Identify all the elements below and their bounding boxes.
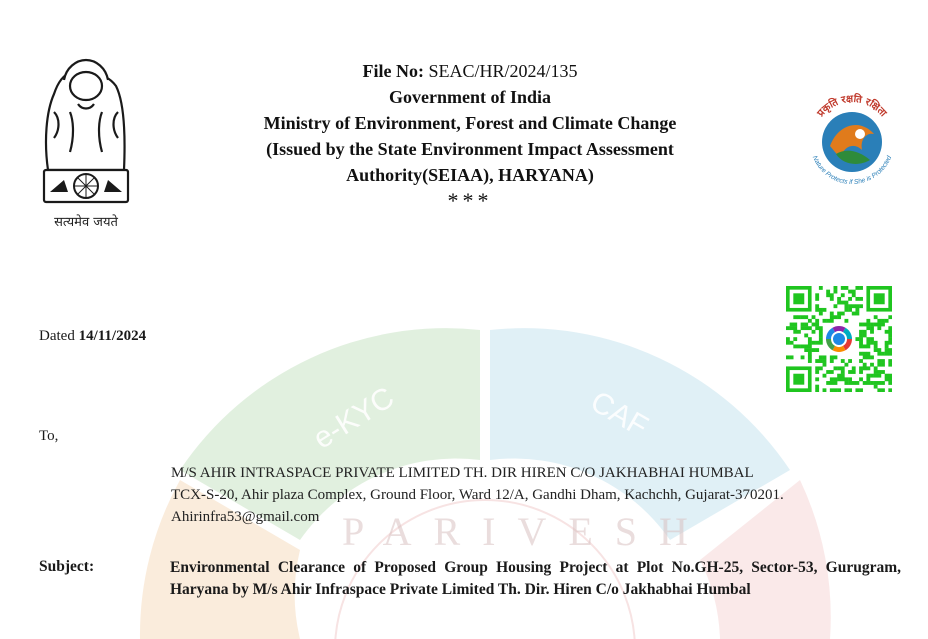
logo-bottom-text: Nature Protects if She is Protected (810, 154, 894, 187)
file-number-label: File No: (362, 61, 424, 81)
to-label: To, (39, 428, 59, 444)
watermark-label-caf: CAF (584, 384, 654, 444)
header-line-authority: Authority(SEIAA), HARYANA) (346, 165, 594, 185)
letter-date (39, 328, 146, 345)
watermark-arc-text: PARIVESH (342, 509, 710, 554)
address-line-street: TCX-S-20, Ahir plaza Complex, Ground Floor, Ward 12/A, Gandhi Dham, Kachchh, Gujarat-370201. (171, 487, 784, 503)
nature-logo-icon (800, 88, 904, 192)
subject-label: Subject: (39, 558, 95, 575)
file-number (200, 58, 740, 84)
national-emblem (30, 52, 142, 232)
qr-code (786, 286, 892, 392)
letter-header (200, 58, 740, 212)
date-label: Dated (39, 328, 75, 344)
address-line-company: M/S AHIR INTRASPACE PRIVATE LIMITED TH. DIR HIREN C/O JAKHABHAI HUMBAL (171, 465, 754, 481)
header-line-ministry: Ministry of Environment, Forest and Climate Change (263, 113, 677, 133)
logo-top-text: प्रकृति रक्षति रक्षिता (815, 93, 889, 120)
ministry-logo (800, 88, 904, 192)
header-line-issued-by: (Issued by the State Environment Impact Assessment (266, 139, 674, 159)
ashoka-lions-icon (30, 52, 142, 210)
file-number-value: SEAC/HR/2024/135 (428, 61, 578, 81)
recipient-address (171, 462, 784, 528)
header-line-government: Government of India (389, 87, 551, 107)
address-line-email: Ahirinfra53@gmail.com (171, 509, 320, 525)
emblem-motto: सत्यमेव जयते (54, 215, 118, 230)
header-stars: *** (447, 188, 493, 213)
qr-code-icon (786, 286, 892, 392)
watermark-label-ekyc: e-KYC (307, 380, 401, 456)
date-value: 14/11/2024 (78, 328, 147, 344)
subject-text: Environmental Clearance of Proposed Group Housing Project at Plot No.GH-25, Sector-53, Gurugram, Haryana by M/s Ahir Infraspace Private Limited Th. Dir. Hiren C/o Jakhabhai Humbal (170, 559, 901, 598)
